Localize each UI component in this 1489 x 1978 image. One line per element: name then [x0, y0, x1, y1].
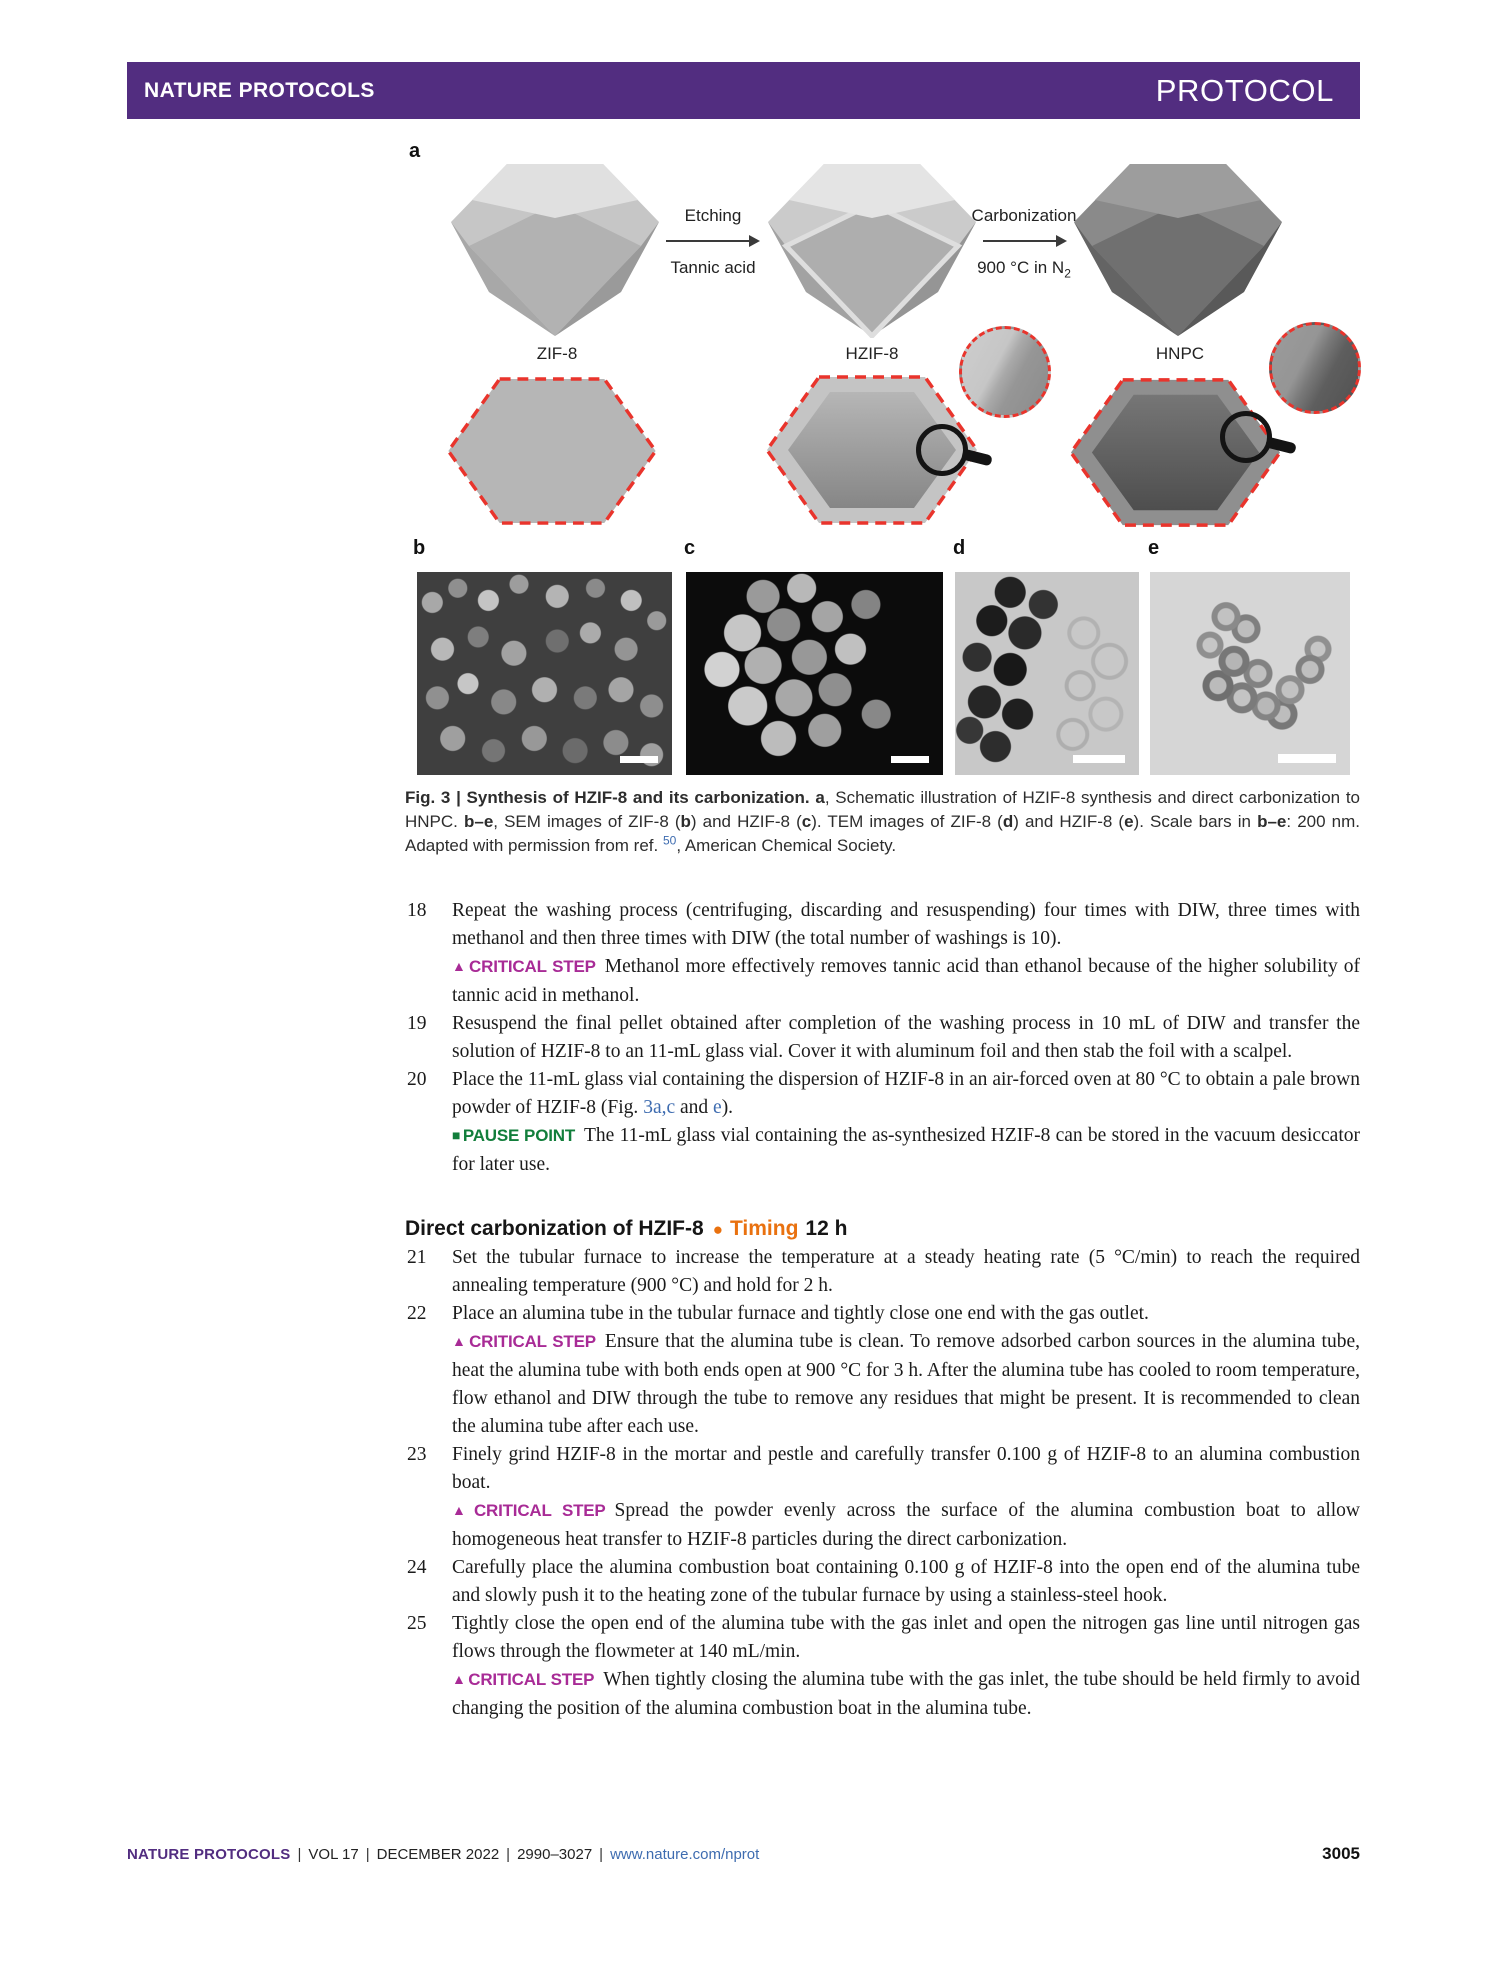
sem-image-zif8	[417, 572, 672, 775]
annotation-text: Ensure that the alumina tube is clean. To remove adsorbed carbon sources in the alumina tube, heat the alumina tube with both ends open at 900 °C for 3 h. After the alumina tube has cooled to room temperature, flow ethanol and DIW through the tube to remove any residues that might be present. It is recommended to clean the alumina tube after each use.	[452, 1331, 1360, 1437]
scale-bar	[1278, 754, 1336, 763]
step-number: 24	[407, 1557, 427, 1578]
etching-arrow	[666, 240, 758, 242]
text-segment: ) and HZIF-8 (	[1013, 812, 1125, 831]
inline-link[interactable]: 3a,c	[643, 1097, 676, 1118]
text-segment: , Schematic illustration of HZIF-8 synthesis and direct carbonization to HNPC.	[405, 788, 1360, 831]
inline-link[interactable]: 50	[662, 833, 677, 848]
protocol-step	[405, 1610, 1360, 1723]
protocol-step	[405, 1441, 1360, 1554]
annotation-text: Spread the powder evenly across the surface of the alumina combustion boat to allow homogeneous heat transfer to HZIF-8 particles during the direct carbonization.	[452, 1500, 1361, 1550]
protocol-steps-21-25	[405, 1244, 1360, 1723]
zif8-crystal-illustration	[445, 160, 665, 338]
hnpc-shell-zoom-inset	[1269, 322, 1361, 414]
text-segment: ).	[721, 1097, 734, 1118]
step-number: 20	[407, 1069, 427, 1090]
zif8-cross-section	[444, 376, 660, 526]
footer-volume: VOL 17	[308, 1846, 359, 1863]
text-segment: b–e	[1257, 812, 1287, 831]
page-header-bar	[127, 62, 1360, 119]
protocol-step	[405, 1010, 1360, 1066]
journal-name: NATURE PROTOCOLS	[144, 78, 375, 102]
figure-caption	[405, 786, 1360, 858]
carbonization-arrow	[983, 240, 1065, 242]
protocol-step	[405, 897, 1360, 1010]
step-number: 23	[407, 1444, 427, 1465]
article-type-label: PROTOCOL	[1155, 72, 1334, 108]
step-text	[452, 1300, 1360, 1441]
tem-image-zif8	[955, 572, 1139, 775]
step-number: 19	[407, 1013, 427, 1034]
critical-step-icon: ▲	[452, 1504, 472, 1519]
protocol-text	[405, 897, 1360, 1723]
step-text	[452, 1244, 1360, 1300]
step-text	[452, 1441, 1360, 1554]
footer-separator: |	[506, 1846, 511, 1863]
text-segment: Carefully place the alumina combustion boat containing 0.100 g of HZIF-8 into the open end of the alumina tube and slowly push it to the heating zone of the tubular furnace by using a stainless-steel hook.	[452, 1557, 1360, 1606]
pause-point-label: PAUSE POINT	[462, 1126, 575, 1145]
pause-point-note	[452, 1122, 1360, 1179]
etching-label: Etching	[684, 206, 742, 225]
footer-separator: |	[365, 1846, 370, 1863]
panel-e-label: e	[1148, 537, 1160, 559]
text-segment: Set the tubular furnace to increase the temperature at a steady heating rate (5 °C/min) to reach the required annealing temperature (900 °C) and hold for 2 h.	[452, 1247, 1360, 1296]
section-title: Direct carbonization of HZIF-8	[405, 1217, 704, 1240]
text-segment: c	[801, 812, 812, 831]
footer-issue: DECEMBER 2022	[376, 1846, 500, 1863]
timing-label: Timing	[729, 1217, 799, 1240]
critical-step-label: CRITICAL STEP	[468, 1670, 595, 1689]
text-segment: ). Scale bars in	[1133, 812, 1258, 831]
text-segment: , SEM images of ZIF-8 (	[493, 812, 681, 831]
hzif8-crystal-illustration	[762, 160, 982, 338]
text-segment: d	[1002, 812, 1014, 831]
scale-bar	[1073, 755, 1125, 763]
step-number: 25	[407, 1613, 427, 1634]
step-text	[452, 1010, 1360, 1066]
text-segment: Place an alumina tube in the tubular furnace and tightly close one end with the gas outlet.	[452, 1303, 1149, 1324]
panel-a-label: a	[409, 140, 421, 162]
step-text	[452, 897, 1360, 1010]
protocol-step	[405, 1300, 1360, 1441]
carbonization-label: Carbonization	[971, 206, 1077, 225]
critical-step-label: CRITICAL STEP	[469, 957, 596, 976]
critical-step-icon: ▲	[452, 960, 468, 975]
text-segment: b–e	[463, 812, 494, 831]
step-number: 18	[407, 900, 427, 921]
step-text	[452, 1610, 1360, 1723]
text-segment: : 200 nm. Adapted with permission from ref.	[405, 812, 1360, 855]
panel-c-label: c	[684, 537, 696, 559]
step-number: 21	[407, 1247, 427, 1268]
step-text	[452, 1554, 1360, 1610]
annotation-text: The 11-mL glass vial containing the as-synthesized HZIF-8 can be stored in the vacuum desiccator for later use.	[452, 1125, 1360, 1175]
text-segment: ) and HZIF-8 (	[690, 812, 802, 831]
annotation-text: When tightly closing the alumina tube with the gas inlet, the tube should be held firmly to avoid changing the position of the alumina combustion boat in the alumina tube.	[452, 1669, 1360, 1719]
page-number: 3005	[1322, 1844, 1360, 1863]
hnpc-crystal-illustration	[1068, 160, 1288, 338]
timing-dot-icon: ●	[712, 1220, 723, 1239]
footer-journal-name: NATURE PROTOCOLS	[127, 1846, 291, 1863]
text-segment: Repeat the washing process (centrifuging, discarding and resuspending) four times with DIW, three times with methanol and then three times with DIW (the total number of washings is 10).	[452, 900, 1360, 949]
protocol-steps-18-20	[405, 897, 1360, 1179]
sem-image-hzif8	[686, 572, 943, 775]
text-segment: ). TEM images of ZIF-8 (	[811, 812, 1003, 831]
critical-step-note	[452, 953, 1360, 1010]
section-heading	[405, 1215, 1360, 1244]
protocol-step	[405, 1066, 1360, 1179]
step-text	[452, 1066, 1360, 1179]
carbonization-conditions-sub: 2	[1064, 266, 1071, 281]
timing-value: 12 h	[805, 1217, 848, 1240]
carbonization-conditions-main: 900 °C in N	[977, 258, 1065, 277]
protocol-step	[405, 1244, 1360, 1300]
text-segment: Tightly close the open end of the alumina tube with the gas inlet and open the nitrogen gas line until nitrogen gas flows through the flowmeter at 140 mL/min.	[452, 1613, 1360, 1662]
text-segment: Finely grind HZIF-8 in the mortar and pestle and carefully transfer 0.100 g of HZIF-8 to an alumina combustion boat.	[452, 1444, 1360, 1493]
critical-step-label: CRITICAL STEP	[469, 1332, 596, 1351]
text-segment: e	[1124, 812, 1134, 831]
protocol-step	[405, 1554, 1360, 1610]
scale-bar	[620, 756, 658, 763]
inline-link[interactable]: e	[713, 1097, 722, 1118]
footer-separator: |	[599, 1846, 604, 1863]
footer-separator: |	[297, 1846, 302, 1863]
text-segment: Fig. 3 | Synthesis of HZIF-8 and its carbonization.	[405, 788, 816, 807]
page-footer	[127, 1844, 1360, 1864]
critical-step-note	[452, 1666, 1360, 1723]
zif8-label: ZIF-8	[536, 344, 578, 363]
text-segment: Place the 11-mL glass vial containing the dispersion of HZIF-8 in an air-forced oven at 80 °C to obtain a pale brown powder of HZIF-8 (Fig.	[452, 1069, 1360, 1118]
panel-b-label: b	[413, 537, 426, 559]
critical-step-icon: ▲	[452, 1335, 468, 1350]
hzif8-label: HZIF-8	[845, 344, 899, 363]
critical-step-icon: ▲	[452, 1673, 467, 1688]
magnifier-icon	[916, 424, 968, 476]
critical-step-note	[452, 1328, 1360, 1441]
annotation-text: Methanol more effectively removes tannic acid than ethanol because of the higher solubility of tannic acid in methanol.	[452, 956, 1360, 1006]
footer-journal-url-link[interactable]: www.nature.com/nprot	[610, 1846, 760, 1863]
magnifier-icon	[1220, 411, 1272, 463]
panel-d-label: d	[953, 537, 966, 559]
tem-image-hzif8	[1150, 572, 1350, 775]
critical-step-label: CRITICAL STEP	[473, 1501, 606, 1520]
carbonization-conditions-label	[944, 258, 1104, 280]
text-segment: , American Chemical Society.	[676, 836, 897, 855]
pause-point-icon: ■	[452, 1129, 461, 1144]
tannic-acid-label: Tannic acid	[670, 258, 756, 277]
hnpc-label: HNPC	[1155, 344, 1205, 363]
scale-bar	[891, 756, 929, 763]
critical-step-note	[452, 1497, 1360, 1554]
text-segment: b	[680, 812, 691, 831]
text-segment: and	[675, 1097, 714, 1118]
text-segment: a	[815, 788, 825, 807]
step-number: 22	[407, 1303, 427, 1324]
hzif8-shell-zoom-inset	[959, 326, 1051, 418]
footer-pages: 2990–3027	[517, 1846, 593, 1863]
text-segment: Resuspend the final pellet obtained after completion of the washing process in 10 mL of DIW and transfer the solution of HZIF-8 to an 11-mL glass vial. Cover it with aluminum foil and then stab the foil with a scalpel.	[452, 1013, 1360, 1062]
